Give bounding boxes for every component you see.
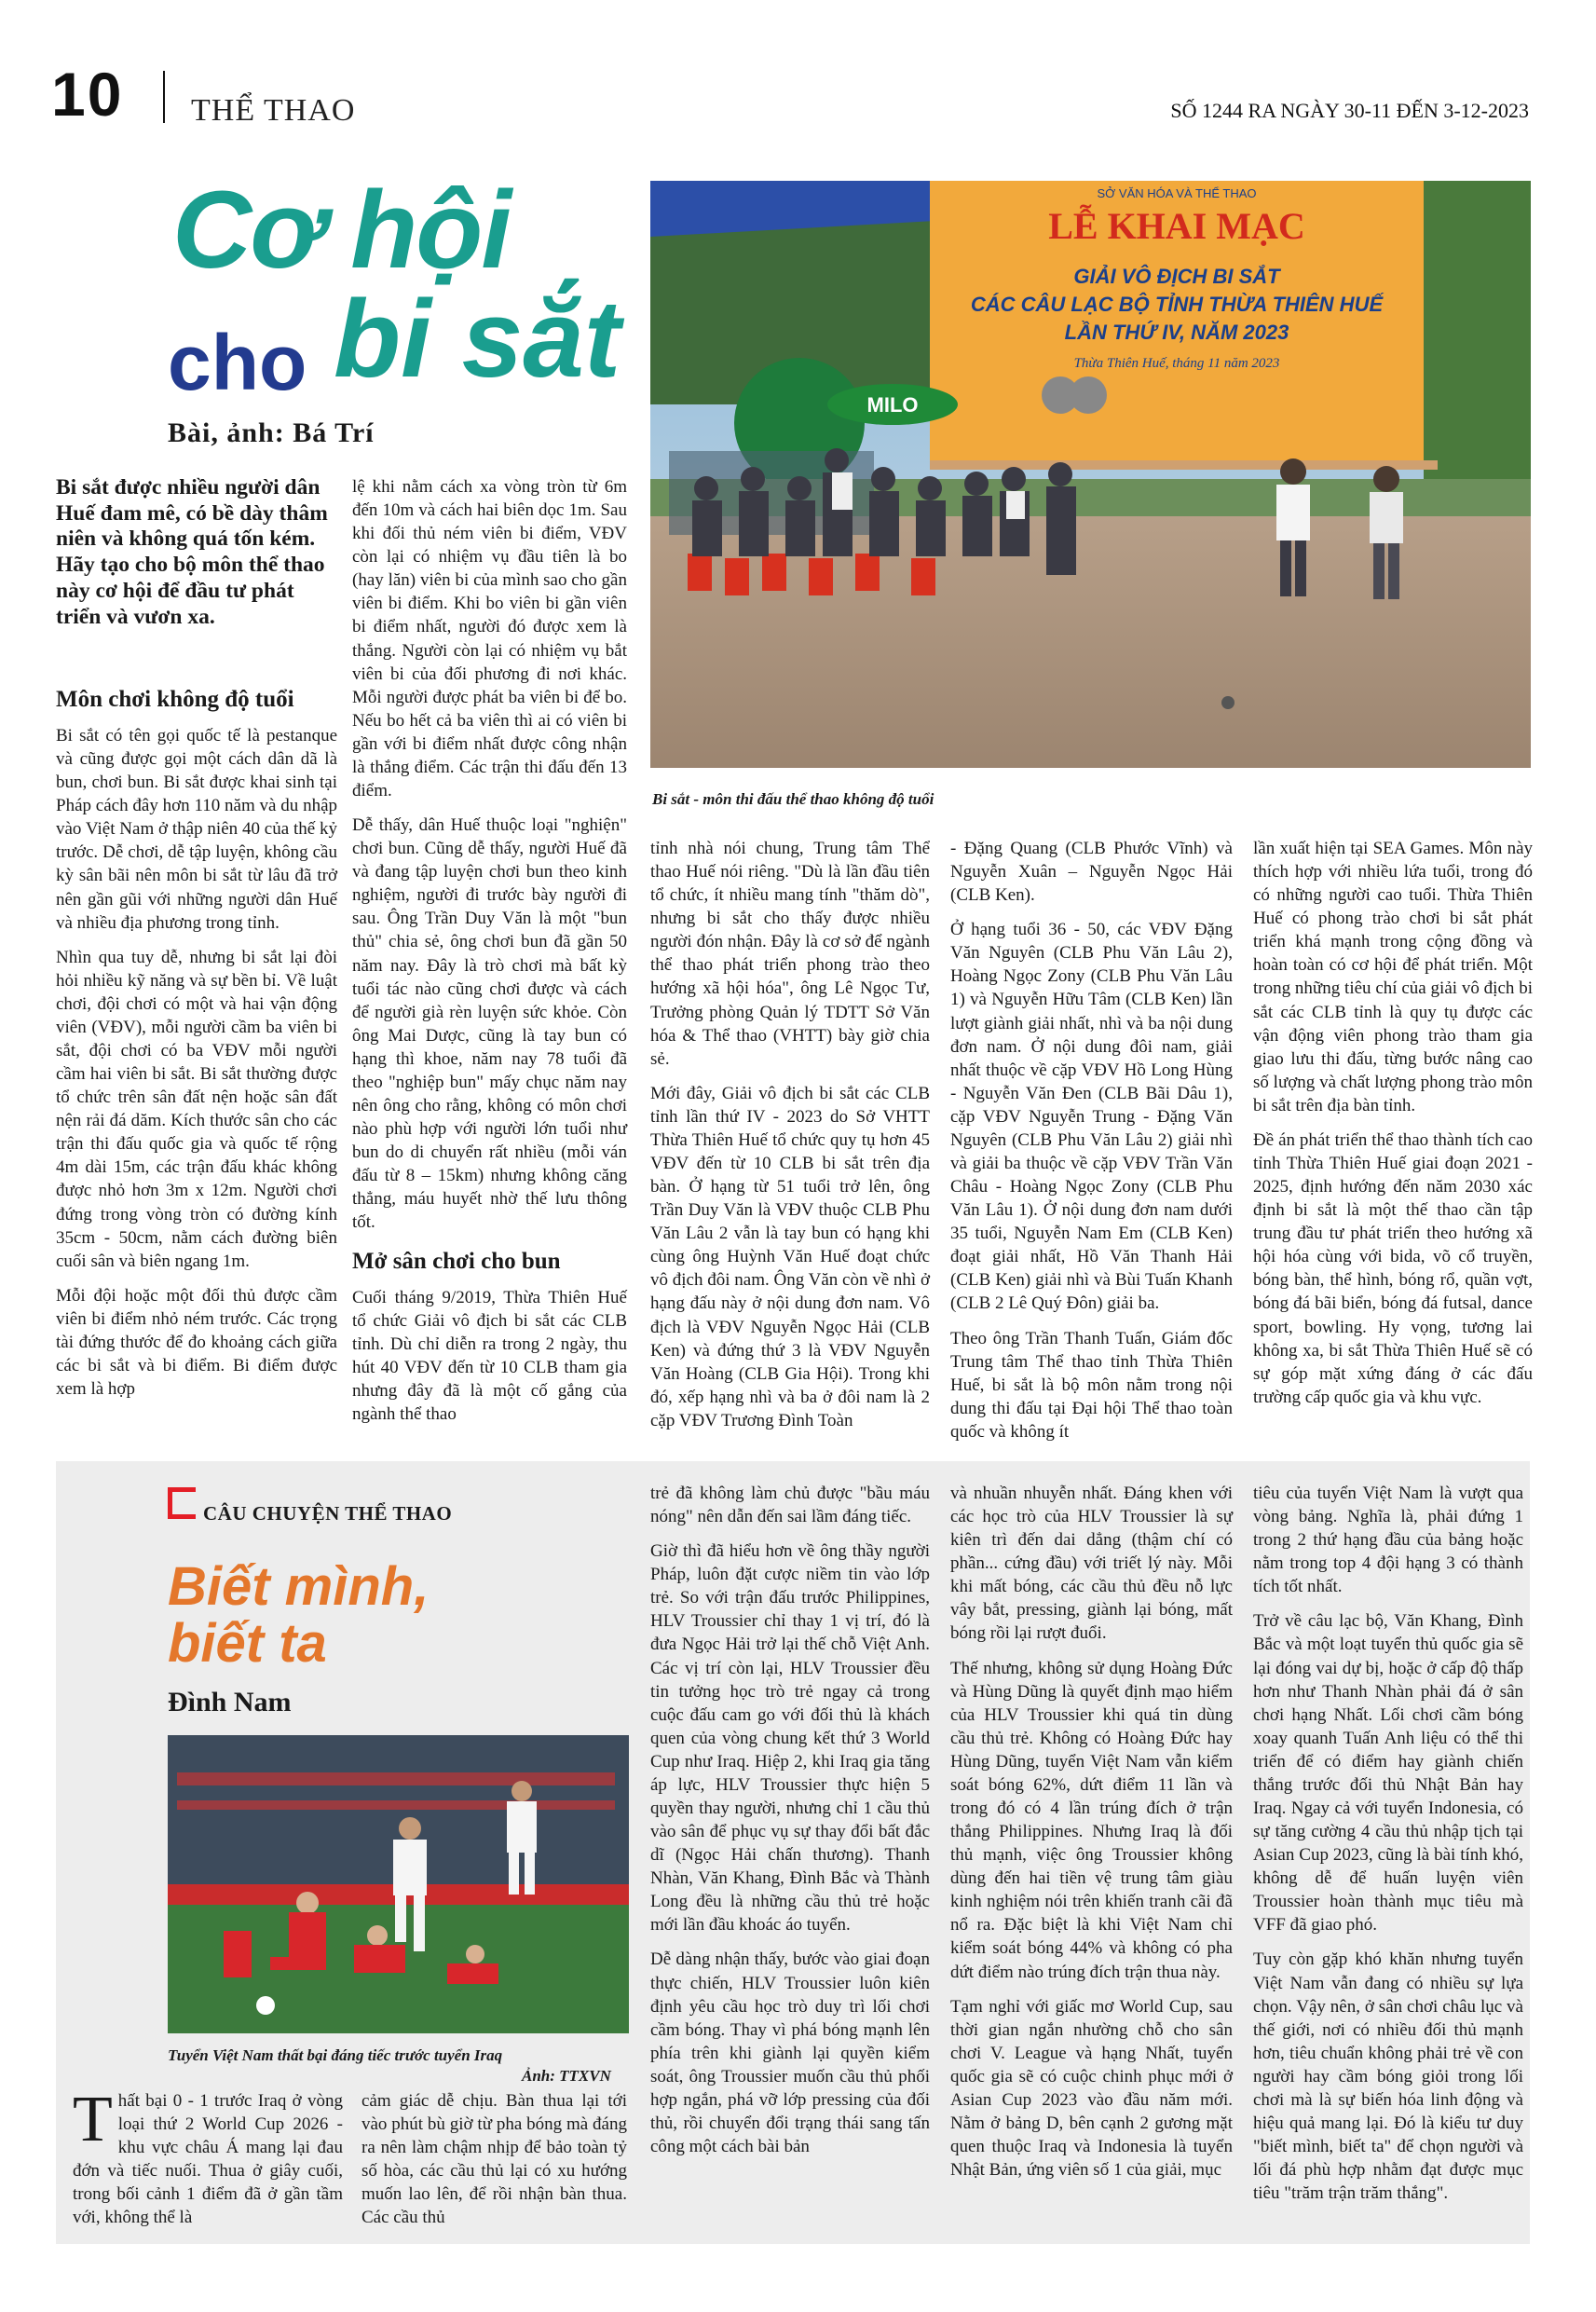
banner-line2: CÁC CÂU LẠC BỘ TỈNH THỪA THIÊN HUẾ bbox=[970, 293, 1384, 316]
paragraph: tỉnh nhà nói chung, Trung tâm Thể thao Huế nói riêng. "Dù là lần đầu tiên tổ chức, ít nhiều mang tính "thăm dò", nhưng bi sắt cho thấy được nhiều người đón nhận. Đây là cơ sở để ngành thể thao phát triển phong trào theo hướng xã hội hóa", ông Lê Ngọc Tư, Trưởng phòng Quản lý TDTT Sở Văn hóa & Thể thao (VHTT) bày giờ chia sẻ. bbox=[650, 839, 930, 1069]
paragraph bbox=[73, 2084, 343, 2229]
paragraph: Theo ông Trần Thanh Tuấn, Giám đốc Trung tâm Thể thao tỉnh Thừa Thiên Huế, bi sắt là bộ môn nằm trong nội dung thi đấu tại Đại hội Thể thao toàn quốc và không ít bbox=[950, 1328, 1233, 1442]
story-author: Đình Nam bbox=[168, 1687, 292, 1717]
football-match-photo bbox=[168, 1735, 629, 2033]
article1-column-2 bbox=[352, 475, 627, 1437]
paragraph: Đề án phát triển thể thao thành tích cao tỉnh Thừa Thiên Huế giai đoạn 2021 - 2025, định hướng đến năm 2030 xác định bi sắt là một thế thao cần tập trung đầu tư phát triển theo hướng xã hội hóa cùng với bida, võ cổ truyền, bóng bàn, thể hình, bóng rổ, quần vợt, bóng đá bãi biển, bóng đá futsal, dance sport, bowling. Hy vọng, tương lai không xa, bi sắt Thừa Thiên Huế sẽ có sự góp mặt xứng đáng ở các đấu trường cấp quốc gia và khu vực. bbox=[1253, 1129, 1533, 1407]
paragraph: Tuy còn gặp khó khăn nhưng tuyển Việt Nam vẫn đang có nhiều sự lựa chọn. Vậy nên, ở sân chơi châu lục và thế giới, nơi có nhiều đối thủ mạnh hơn, tiêu chuẩn không phải trẻ về con người hay cầm bóng giỏi trong lối chơi mà là sự biến hóa linh động và hiệu quả mang lại. Đó là kiểu tư duy "biết mình, biết ta" để chọn người và lối đá phù hợp nhằm đạt được mục tiêu "trăm trận trăm thắng". bbox=[1253, 1949, 1523, 2204]
article-lead: Bi sắt được nhiều người dân Huế đam mê, có bề dày thâm niên và không quá tốn kém. Hãy tạo cho bộ môn thể thao này cơ hội để đầu tư phát triển và vươn xa. bbox=[56, 475, 328, 629]
banner-line1: GIẢI VÔ ĐỊCH BI SẮT bbox=[1073, 265, 1280, 288]
subheading: Môn chơi không độ tuổi bbox=[56, 687, 294, 712]
paragraph: Mỗi đội hoặc một đối thủ được cầm viên bi điểm nhỏ ném trước. Các trọng tài đứng thước để đo khoảng cách giữa các bi sắt và bi điểm. Bi điểm được xem là hợp bbox=[56, 1285, 337, 1400]
story-column-2 bbox=[361, 2089, 627, 2240]
article-byline: Bài, ảnh: Bá Trí bbox=[168, 417, 375, 448]
paragraph-text: hất bại 0 - 1 trước Iraq ở vòng loại thứ 2 World Cup 2026 - khu vực châu Á mang lại đau đớn và tiếc nuối. Thua ở giây cuối, trong bối cảnh 1 điểm đã ở gần tầm với, không thể là bbox=[73, 2091, 343, 2228]
umbrella-brand: MILO bbox=[866, 393, 919, 417]
paragraph: cảm giác dễ chịu. Bàn thua lại tới vào phút bù giờ từ pha bóng mà đáng ra nên làm chậm nhịp để bảo toàn tỷ số hòa, các cầu thủ lại có xu hướng muốn lao lên, để rồi nhận bàn thua. Các cầu thủ bbox=[361, 2091, 627, 2228]
story-title-line1: Biết mình, bbox=[168, 1556, 430, 1617]
paragraph: lệ khi nằm cách xa vòng tròn từ 6m đến 10m và cách hai biên dọc 1m. Sau khi đối thủ ném viên bi điểm, VĐV còn lại có nhiệm vụ đầu tiên là bo (hay lăn) viên bi của mình sao cho gần viên bi điểm. Khi bo viên bi gần viên bi điểm nhất, người đó được xem là thắng. Người còn lại có nhiệm vụ bắt viên bi của đối phương đi nơi khác. Mỗi người được phát ba viên bi để bo. Nếu bo hết cả ba viên thì ai có viên bi gần với bi điểm nhất được công nhận là thắng điểm. Các trận thi đấu đến 13 điểm. bbox=[352, 477, 627, 801]
paragraph: Nhìn qua tuy dễ, nhưng bi sắt lại đòi hỏi nhiều kỹ năng và sự bền bỉ. Về luật chơi, đội chơi có một và hai vận động viên (VĐV), mỗi người cầm ba viên bi sắt, đội chơi có ba VĐV mỗi người cầm hai viên bi sắt. Bi sắt thường được tổ chức trên sân đất nện hoặc sân đất nện rải đá dăm. Kích thước sân cho các trận thi đấu quốc gia và quốc tế rộng 4m dài 15m, các trận đấu khác không được nhỏ hơn 3m x 12m. Người chơi đứng trong vòng tròn có đường kính 35cm - 50cm, nằm cách đường biên cuối sân và biên ngang 1m. bbox=[56, 947, 337, 1271]
story-title-line2: biết ta bbox=[168, 1613, 327, 1675]
article-title-cho: cho bbox=[168, 319, 307, 406]
section-title: THỂ THAO bbox=[191, 93, 356, 128]
paragraph: trẻ đã không làm chủ được "bầu máu nóng" nên dẫn đến sai lầm đáng tiếc. bbox=[650, 1484, 930, 1527]
banner-date: Thừa Thiên Huế, tháng 11 năm 2023 bbox=[1073, 356, 1280, 371]
photo-caption: Bi sắt - môn thi đấu thể thao không độ tuổi bbox=[652, 790, 934, 808]
paragraph: Thế nhưng, không sử dụng Hoàng Đức và Hùng Dũng là quyết định mạo hiểm của HLV Troussier khi quá tin dùng cầu thủ trẻ. Không có Hoàng Đức hay Hùng Dũng, tuyển Việt Nam vẫn kiểm soát bóng 62%, dứt điểm 11 lần và trong đó có 4 lần trúng đích ở trận thắng Philippines. Nhưng Iraq là đối thủ mạnh, việc ông Troussier không dùng đến hai tiền vệ trung tâm giàu kinh nghiệm nói trên khiến tranh cãi đã nổ ra. Đặc biệt là khi Việt Nam chỉ kiểm soát bóng 44% và không có pha dứt điểm nào trúng đích trận thua này. bbox=[950, 1658, 1233, 1982]
article1-column-4 bbox=[950, 837, 1233, 1455]
issue-info: SỐ 1244 RA NGÀY 30-11 ĐẾN 3-12-2023 bbox=[1170, 99, 1529, 122]
photo-illustration bbox=[650, 181, 1531, 768]
paragraph: Bi sắt có tên gọi quốc tế là pestanque và cũng được gọi một cách dân dã là bun, chơi bun. Bi sắt được khai sinh tại Pháp cách đây hơn 110 năm và du nhập vào Việt Nam ở thập niên 40 của thế kỷ trước. Dễ chơi, dễ tập luyện, không cầu kỳ sân bãi nên môn bi sắt từ lâu đã trở nên gần gũi với những người dân Huế và nhiều địa phương trong tỉnh. bbox=[56, 726, 337, 933]
banner-org: SỞ VĂN HÓA VÀ THỂ THAO bbox=[1097, 186, 1257, 200]
paragraph: Tạm nghỉ với giấc mơ World Cup, sau thời gian ngắn nhường chỗ cho sân chơi V. League và hạng Nhất, tuyển quốc gia sẽ có cuộc chinh phục mới ở Asian Cup 2023 vào đầu năm mới. Nằm ở bảng D, bên cạnh 2 gương mặt quen thuộc Iraq và Indonesia là tuyển Nhật Bản, ứng viên số 1 của giải, mục bbox=[950, 1996, 1233, 2181]
drop-cap: T bbox=[73, 2084, 113, 2155]
story-column-4 bbox=[950, 1482, 1233, 2193]
story-column-1 bbox=[73, 2084, 343, 2240]
story-photo-caption: Tuyển Việt Nam thất bại đáng tiếc trước tuyển Iraq bbox=[168, 2046, 503, 2064]
article1-column-1 bbox=[56, 680, 337, 1412]
paragraph: Dễ thấy, dân Huế thuộc loại "nghiện" chơi bun. Cũng dễ thấy, người Huế đã và đang tập luyện chơi bun theo kinh nghiệm, người đi trước bày người đi sau. Ông Trần Duy Văn là một "bun thủ" chia sẻ, ông chơi bun đã gần 50 năm nay. Đây là trò chơi mà bất kỳ tuổi tác nào cũng chơi được và cách để người già rèn luyện sức khỏe. Còn ông Mai Dược, cũng là tay bun có hạng thì khoe, năm nay 78 tuổi đã theo "nghiệp bun" mấy chục năm nay nên ông cho rằng, không có môn chơi nào phù hợp với người lớn tuổi như bun do di chuyển rất nhiều (mỗi ván đấu từ 8 – 15km) nhưng không căng thẳng, máu huyết nhờ thế lưu thông tốt. bbox=[352, 815, 627, 1233]
story-title bbox=[168, 1558, 429, 1673]
paragraph: - Đặng Quang (CLB Phước Vĩnh) và Nguyễn Xuân – Nguyễn Ngọc Hải (CLB Ken). bbox=[950, 839, 1233, 906]
photo-illustration bbox=[168, 1735, 629, 2033]
header-divider bbox=[163, 71, 165, 123]
paragraph: Dễ dàng nhận thấy, bước vào giai đoạn thực chiến, HLV Troussier luôn kiên định yêu cầu học trò duy trì lối chơi cầm bóng. Thay vì phá bóng mạnh lên phía trên khi giành lại quyền kiểm soát, ông Troussier muốn cầu thủ phối hợp ngắn, phá vỡ lớp pressing của đối thủ, rồi chuyển đổi trạng thái sang tấn công một cách bài bản bbox=[650, 1949, 930, 2157]
paragraph: Cuối tháng 9/2019, Thừa Thiên Huế tổ chức Giải vô địch bi sắt các CLB tỉnh. Dù chỉ diễn ra trong 2 ngày, thu hút 40 VĐV đến từ 10 CLB tham gia nhưng đây đã là một cố gắng của ngành thể thao bbox=[352, 1287, 627, 1424]
story-label: CÂU CHUYỆN THỂ THAO bbox=[203, 1502, 453, 1525]
story-photo-credit: Ảnh: TTXVN bbox=[522, 2067, 611, 2085]
paragraph: Giờ thì đã hiểu hơn về ông thầy người Pháp, luôn đặt cược niềm tin vào lớp trẻ. So với trận đấu trước Philippines, HLV Troussier chỉ thay 1 vị trí, đó là đưa Ngọc Hải trở lại thế chỗ Việt Anh. Các vị trí còn lại, HLV Troussier đều tin tưởng học trò trẻ ngay cả trong cuộc đấu cam go với đối thủ là khách quen của vòng chung kết thứ 3 World Cup như Iraq. Hiệp 2, khi Iraq gia tăng áp lực, HLV Troussier thực hiện 5 quyền thay người, nhưng chỉ 1 cầu thủ vào sân để phục vụ sự thay đổi bất đắc dĩ (Ngọc Hải chấn thương). Thanh Nhàn, Văn Khang, Đình Bắc và Thành Long đều là những cầu thủ trẻ hoặc mới lần đầu khoác áo tuyển. bbox=[650, 1541, 930, 1936]
paragraph: Trở về câu lạc bộ, Văn Khang, Đình Bắc và một loạt tuyển thủ quốc gia sẽ lại đóng vai dự bị, hoặc ở cấp độ thấp hơn như Thanh Nhàn phải đá ở sân chơi hạng Nhất. Lối chơi cầm bóng xoay quanh Tuấn Anh liệu có thể thi triển để có điểm hay giành chiến thắng trước đối thủ Nhật Bản hay Iraq. Ngay cả với tuyển Indonesia, có sự tăng cường 4 cầu thủ nhập tịch tại Asian Cup 2023, cũng là bài tính khó, không dễ để huấn luyện viên Troussier hoàn thành mục tiêu mà VFF đã giao phó. bbox=[1253, 1611, 1523, 1936]
story-column-5 bbox=[1253, 1482, 1523, 2216]
article-title-line1: Cơ hội bbox=[172, 169, 511, 292]
paragraph: Mới đây, Giải vô địch bi sắt các CLB tỉnh lần thứ IV - 2023 do Sở VHTT Thừa Thiên Huế tổ chức quy tụ hơn 45 VĐV đến từ 10 CLB bi sắt trên địa bàn. Ở hạng từ 51 tuổi trở lên, ông Trần Duy Văn là VĐV thuộc CLB Phu Văn Lâu 2 vẫn là tay bun có hạng khi cùng ông Huỳnh Văn Huế đoạt chức vô địch đôi nam. Ông Văn còn về nhì ở hạng đấu này ở nội dung đơn nam. Vô địch là VĐV Nguyễn Ngọc Hải (CLB Ken) và đứng thứ 3 là VĐV Nguyễn Văn Hoàng (CLB Gia Hội). Trong khi đó, xếp hạng nhì và ba ở đôi nam là 2 cặp VĐV Trương Đình Toàn bbox=[650, 1083, 930, 1430]
subheading: Mở sân chơi cho bun bbox=[352, 1248, 561, 1274]
bi-sat-opening-photo bbox=[650, 181, 1531, 768]
section-marker-icon bbox=[168, 1487, 196, 1519]
paragraph: tiêu của tuyển Việt Nam là vượt qua vòng bảng. Nghĩa là, phải đứng 1 trong 2 thứ hạng đầu của bảng hoặc nằm trong top 4 đội hạng 3 có thành tích tốt nhất. bbox=[1253, 1484, 1523, 1597]
article1-column-3 bbox=[650, 837, 930, 1443]
page-number: 10 bbox=[51, 60, 124, 129]
article-title-bisat: bi sắt bbox=[334, 278, 621, 401]
banner-line3: LẦN THỨ IV, NĂM 2023 bbox=[1064, 321, 1289, 344]
banner-heading: LỄ KHAI MẠC bbox=[1048, 205, 1305, 247]
article1-column-5 bbox=[1253, 837, 1533, 1420]
paragraph: lần xuất hiện tại SEA Games. Môn này thích hợp với nhiều lứa tuổi, trong đó có những người cao tuổi. Thừa Thiên Huế có phong trào chơi bi sắt phát triển khá mạnh trong cộng đồng và hoàn toàn có cơ hội để phát triển. Một trong những tiêu chí của giải vô địch bi sắt các CLB tỉnh là quy tụ được các vận động viên phong trào tham gia giao lưu thi đấu, từng bước nâng cao số lượng và chất lượng phong trào môn bi sắt trên địa bàn tỉnh. bbox=[1253, 839, 1533, 1115]
paragraph: và nhuần nhuyễn nhất. Đáng khen với các học trò của HLV Troussier là sự kiên trì đến dai dẳng (thậm chí có phần... cứng đầu) với triết lý này. Mỗi khi mất bóng, các cầu thủ đều nỗ lực vây bắt, pressing, giành lại bóng, mất bóng rồi lại rượt đuổi. bbox=[950, 1484, 1233, 1644]
story-column-3 bbox=[650, 1482, 930, 2169]
paragraph: Ở hạng tuổi 36 - 50, các VĐV Đặng Văn Nguyên (CLB Phu Văn Lâu 2), Hoàng Ngọc Zony (CLB Phu Văn Lâu 1) và Nguyễn Hữu Tâm (CLB Ken) lần lượt giành giải nhất, nhì và ba nội dung đơn nam. Ở nội dung đôi nam, giải nhất thuộc về cặp VĐV Hồ Long Hùng - Nguyễn Văn Đen (CLB Bãi Dâu 1), cặp VĐV Nguyễn Trung - Đặng Văn Nguyên (CLB Phu Văn Lâu 2) giải nhì và giải ba thuộc về cặp VĐV Trần Văn Châu - Hoàng Ngọc Zony (CLB Phu Văn Lâu 1). Ở nội dung đơn nam dưới 35 tuổi, Nguyễn Nam Em (CLB Ken) đoạt giải nhất, Hồ Văn Thanh Hải (CLB Ken) giải nhì và Bùi Tuấn Khanh (CLB 2 Lê Quý Đôn) giải ba. bbox=[950, 920, 1233, 1314]
